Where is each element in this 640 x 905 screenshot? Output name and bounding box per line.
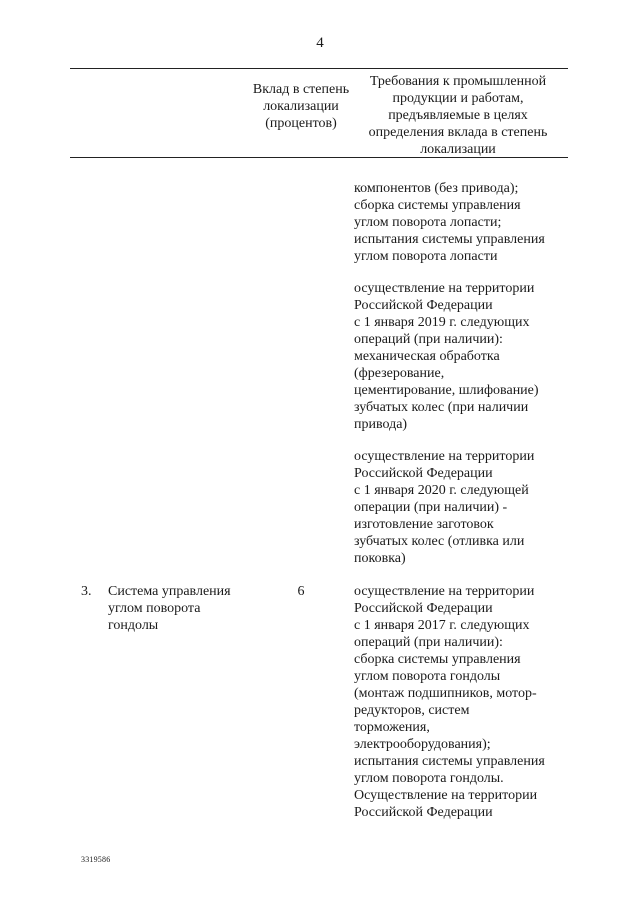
requirements-continued-2: осуществление на территории Российской Федерации с 1 января 2019 г. следующих операций (при наличии): механическая обработка (фрезерование, цементирование, шлифование) зубчатых колес (при наличии привода) (354, 281, 539, 432)
table-header-rule (70, 157, 568, 158)
requirements-continued-3: осуществление на территории Российской Федерации с 1 января 2020 г. следующей операции (при наличии) - изготовление заготовок зубчатых колес (отливка или поковка) (354, 449, 535, 566)
header-requirements: Требования к промышленной продукции и работам, предъявляемые в целях определения вклада в степень локализации (368, 74, 548, 157)
requirements-continued-1: компонентов (без привода); сборка системы управления углом поворота лопасти; испытания системы управления углом поворота лопасти (354, 181, 545, 264)
row-3-number: 3. (81, 584, 92, 599)
row-3-contribution: 6 (297, 584, 305, 599)
page-number: 4 (316, 35, 324, 51)
row-3-requirements: осуществление на территории Российской Федерации с 1 января 2017 г. следующих операций (при наличии): сборка системы управления углом поворота гондолы (монтаж подшипников, мотор- редукторов, систем торможения, электрооборудования); испытания системы управления углом поворота гондолы. Осуществление на территории Российской Федерации (354, 584, 545, 820)
header-contribution: Вклад в степень локализации (процентов) (252, 82, 350, 131)
document-code: 3319586 (81, 855, 111, 864)
table-top-rule (70, 68, 568, 69)
row-3-name: Система управления углом поворота гондолы (108, 584, 231, 633)
